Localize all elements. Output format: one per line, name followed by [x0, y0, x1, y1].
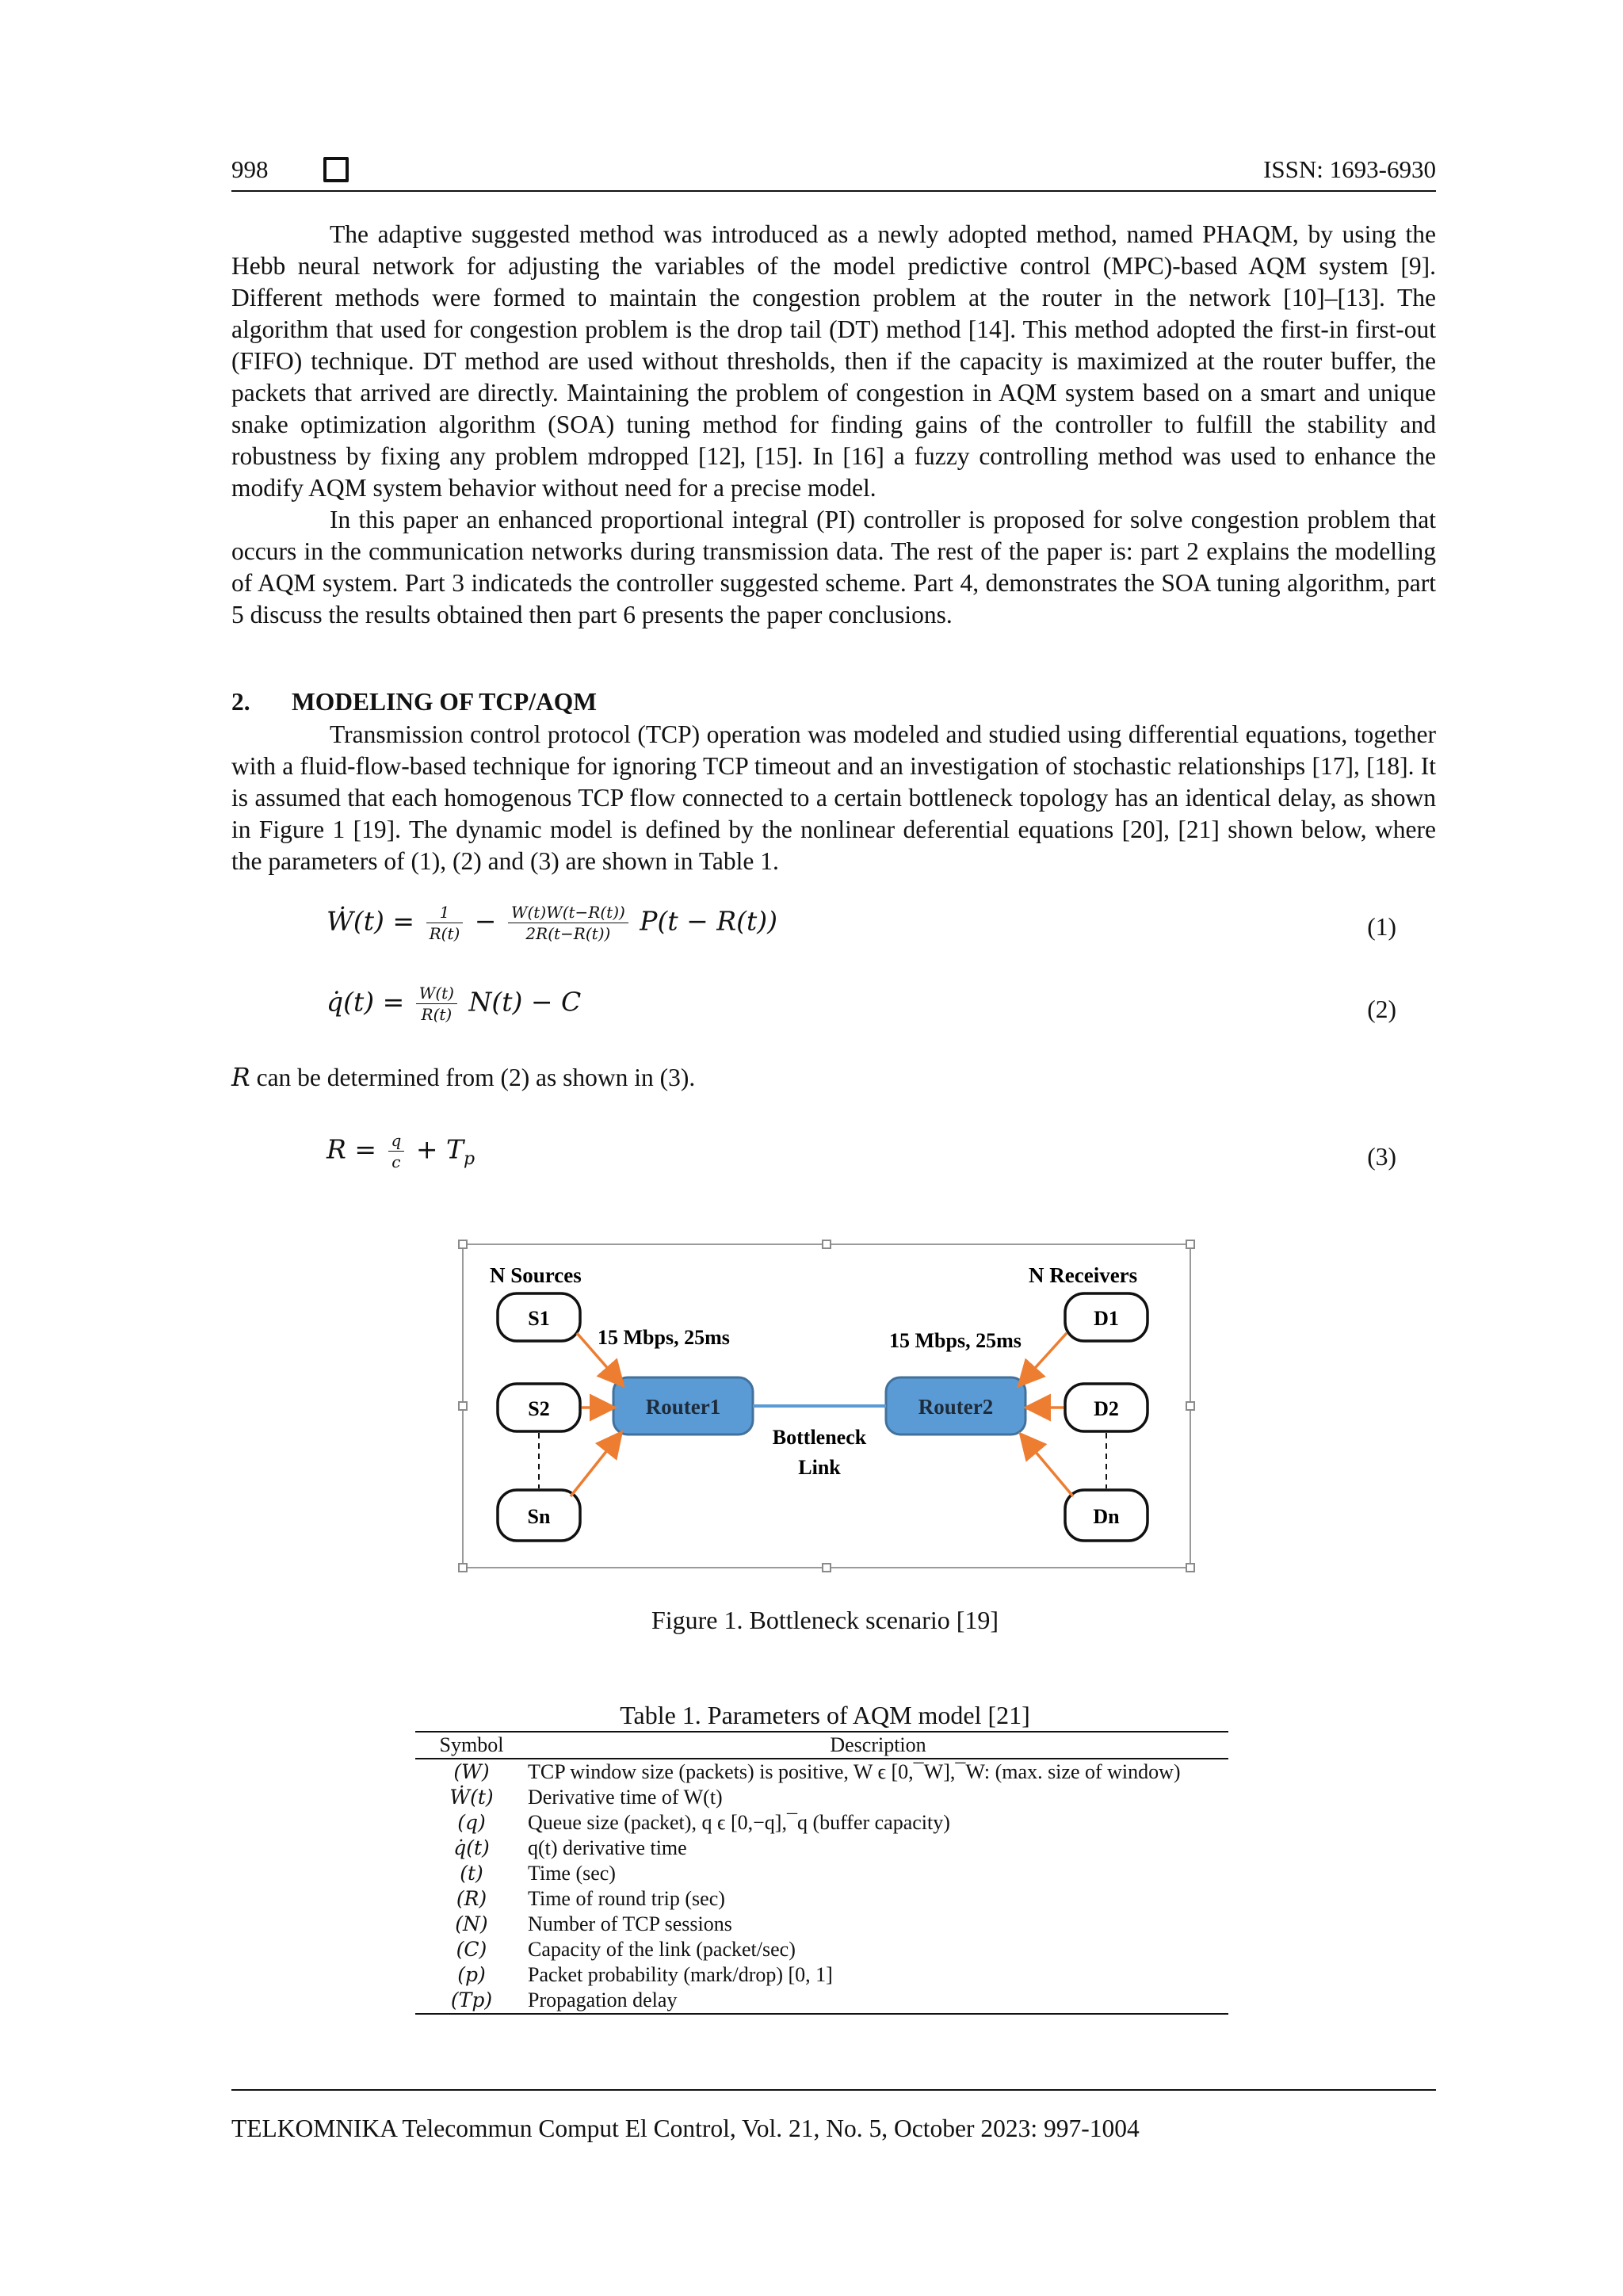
description-cell: Time (sec) [528, 1862, 616, 1885]
equation-3: R = $\frac{q}{c}$ + $T_p$ [327, 1131, 475, 1171]
symbol-cell: (Tp) [450, 1988, 493, 2011]
intro-paragraph-1: The adaptive suggested method was introduced as a newly adopted method, named PHAQM, by using the Hebb neural network for adjusting the variables of the model predictive control (MPC)-based AQM system [9]. Different methods were formed to maintain the congestion problem at the router in the network [10]–[13]. The algorithm that used for congestion problem is the drop tail (DT) method [14]. This method adopted the first-in first-out (FIFO) technique. DT method are used without thresholds, then if the capacity is maximized at the router buffer, the packets that arrived are directly. Maintaining the problem of congestion in AQM system based on a smart and unique snake optimization algorithm (SOA) tuning method for finding gains of the controller to fulfill the stability and robustness by fixing any problem mdropped [12], [15]. In [16] a fuzzy controlling method was used to enhance the modify AQM system behavior without need for a precise model. [231, 220, 1436, 502]
table-row [415, 1962, 1228, 1988]
bottleneck-label-1: Bottleneck [772, 1426, 867, 1449]
table-row [415, 1836, 1228, 1861]
table-row [415, 1988, 1228, 2014]
right-link-label: 15 Mbps, 25ms [889, 1329, 1022, 1352]
running-footer: TELKOMNIKA Telecommun Comput El Control, Vol. 21, No. 5, October 2023: 997-1004 [231, 2115, 1140, 2142]
description-cell: q(t) derivative time [528, 1836, 687, 1859]
symbol-cell: (p) [457, 1963, 486, 1986]
page-number: 998 [231, 155, 269, 183]
footer-rule [231, 2089, 1436, 2091]
table-row [415, 1937, 1228, 1962]
description-cell: Packet probability (mark/drop) [0, 1] [528, 1963, 833, 1986]
issn-label: ISSN: 1693-6930 [1263, 155, 1436, 183]
section-heading: 2. MODELING OF TCP/AQM [231, 688, 597, 716]
table-caption: Table 1. Parameters of AQM model [21] [620, 1701, 1030, 1729]
description-cell: Queue size (packet), q ϵ [0,−q],¯q (buffer capacity) [528, 1811, 950, 1834]
bottleneck-label-2: Link [798, 1456, 841, 1479]
node-s1-label: S1 [528, 1307, 550, 1330]
node-d1-label: D1 [1094, 1307, 1119, 1330]
table-header-row [415, 1733, 1228, 1759]
description-cell: Derivative time of W(t) [528, 1786, 723, 1809]
node-dn-label: Dn [1093, 1505, 1120, 1528]
description-cell: TCP window size (packets) is positive, W ϵ [0,¯W],¯W: (max. size of window) [528, 1760, 1181, 1783]
arrow-sn-router1 [571, 1435, 620, 1496]
intro-paragraph-2: In this paper an enhanced proportional integral (PI) controller is proposed for solve congestion problem that occurs in the communication networks during transmission data. The rest of the paper is: part 2 explains the modelling of AQM system. Part 3 indicateds the controller suggested scheme. Part 4, demonstrates the SOA tuning algorithm, part 5 discuss the results obtained then part 6 presents the paper conclusions. [231, 506, 1436, 628]
arrow-dn-router2 [1022, 1436, 1073, 1496]
table-body [415, 1759, 1228, 2014]
symbol-cell: (C) [456, 1938, 487, 1961]
router1-label: Router1 [645, 1395, 721, 1419]
sources-label: N Sources [490, 1263, 582, 1287]
equation-1: Ẇ(t) = $\frac{1}{R(t)}$ − $\frac{W(t)W(t-R(t))}{2R(t-R(t))}$ P(t − R(t)) [327, 903, 777, 943]
figure-caption: Figure 1. Bottleneck scenario [19] [651, 1606, 999, 1634]
arrow-d1-router2 [1021, 1333, 1067, 1384]
symbol-cell: (W) [453, 1760, 490, 1783]
description-cell: Number of TCP sessions [528, 1912, 732, 1935]
equation-2-number: (2) [1367, 995, 1396, 1023]
header-description: Description [528, 1733, 1228, 1759]
table-row [415, 1810, 1228, 1836]
equation-3-number: (3) [1367, 1143, 1396, 1171]
table-row [415, 1861, 1228, 1886]
node-sn-label: Sn [527, 1505, 551, 1528]
description-cell: Propagation delay [528, 1988, 678, 2011]
table-row [415, 1886, 1228, 1912]
checkbox-glyph-icon [323, 157, 349, 182]
modeling-paragraph: Transmission control protocol (TCP) operation was modeled and studied using differential equations, together with a fluid-flow-based technique for ignoring TCP timeout and an investigation of stochastic relationships [17], [18]. It is assumed that each homogenous TCP flow connected to a certain bottleneck topology has an identical delay, as shown in Figure 1 [19]. The dynamic model is defined by the nonlinear deferential equations [20], [21] shown below, where the parameters of (1), (2) and (3) are shown in Table 1. [231, 720, 1436, 875]
r-determination-text: R can be determined from (2) as shown in (3). [231, 1064, 696, 1092]
table-row [415, 1912, 1228, 1937]
parameters-table [415, 1733, 1228, 2015]
symbol-cell: q̇(t) [453, 1836, 490, 1859]
header-rule [231, 190, 1436, 192]
receivers-label: N Receivers [1029, 1263, 1138, 1287]
symbol-cell: (R) [456, 1887, 487, 1910]
equation-1-number: (1) [1367, 913, 1396, 941]
symbol-cell: (q) [457, 1811, 486, 1834]
table-row [415, 1785, 1228, 1810]
node-d2-label: D2 [1094, 1397, 1119, 1420]
symbol-cell: (t) [460, 1862, 483, 1885]
node-s2-label: S2 [528, 1397, 550, 1420]
symbol-cell: Ẇ(t) [449, 1786, 494, 1809]
running-header [231, 155, 1436, 193]
symbol-cell: (N) [455, 1912, 488, 1935]
header-symbol: Symbol [415, 1733, 528, 1759]
router2-label: Router2 [918, 1395, 994, 1419]
left-link-label: 15 Mbps, 25ms [598, 1326, 730, 1349]
description-cell: Time of round trip (sec) [528, 1887, 725, 1910]
description-cell: Capacity of the link (packet/sec) [528, 1938, 796, 1961]
equation-2: q̇(t) = $\frac{W(t)}{R(t)}$ N(t) − C [327, 984, 582, 1024]
bottleneck-figure [458, 1238, 1203, 1579]
table-row [415, 1759, 1228, 1785]
